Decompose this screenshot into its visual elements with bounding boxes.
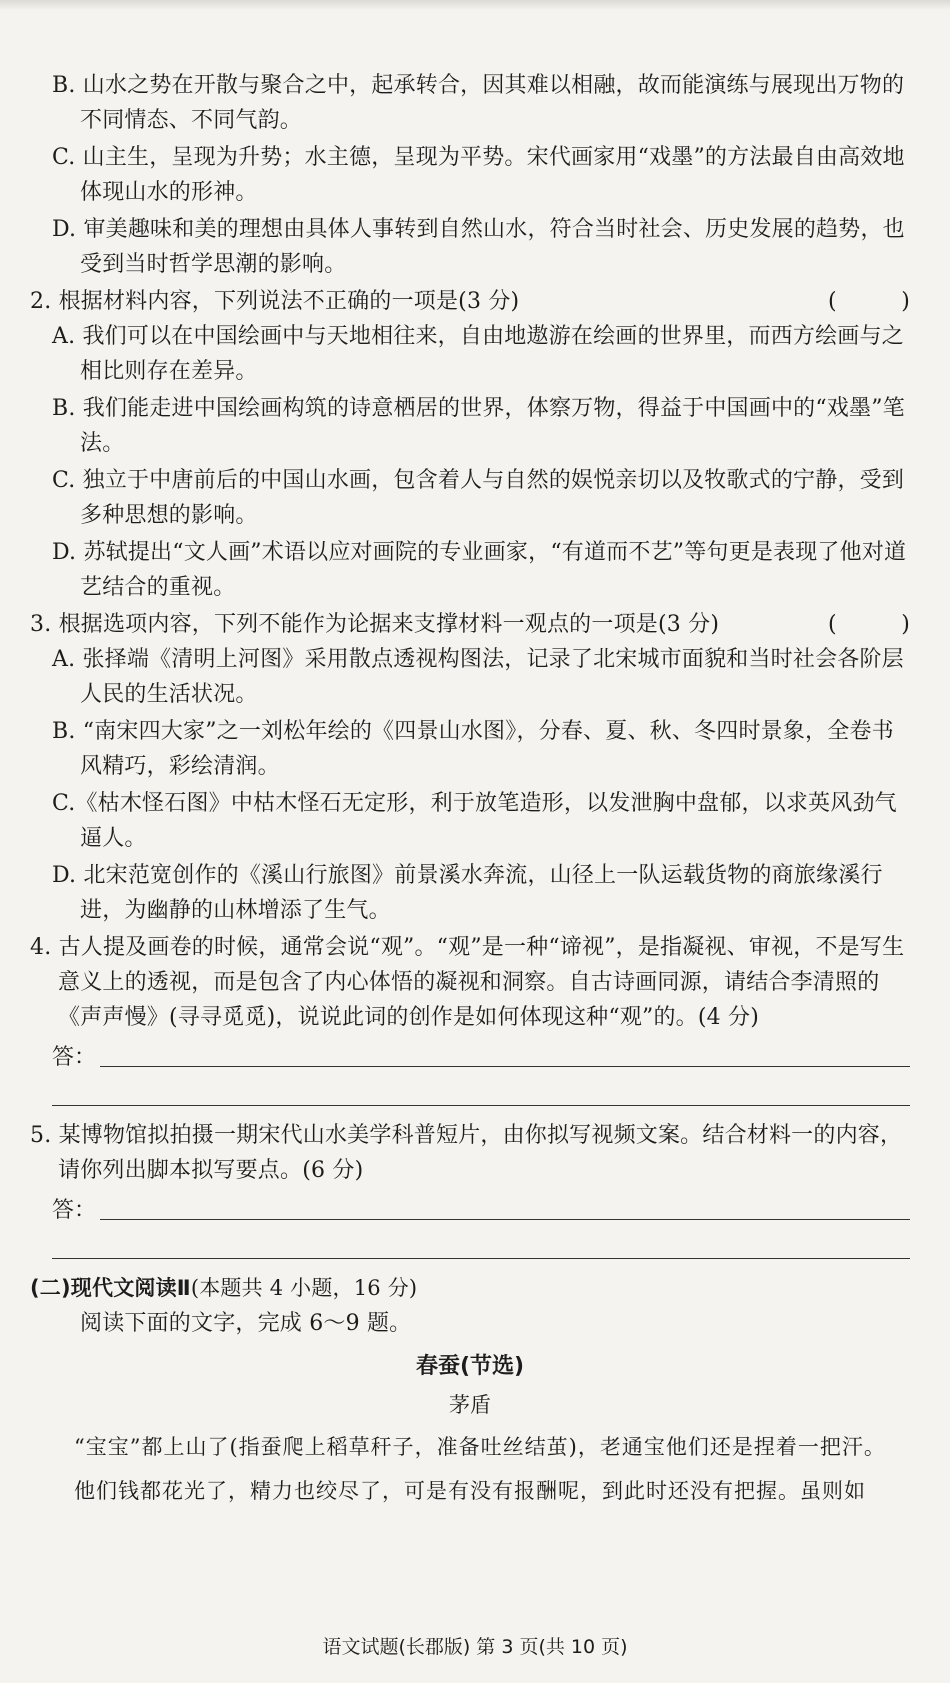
passage-author: 茅盾 bbox=[449, 1393, 491, 1417]
passage-paragraph-1: “宝宝”都上山了(指蚕爬上稻草秆子，准备吐丝结茧)，老通宝他们还是捏着一把汗。 bbox=[74, 1435, 886, 1459]
passage-title: 春蚕(节选) bbox=[415, 1354, 525, 1379]
q3-option-b: B. “南宋四大家”之一刘松年绘的《四景山水图》，分春、夏、秋、冬四时景象，全卷书风精巧，彩绘清润。 bbox=[52, 719, 894, 779]
q2-option-a: A. 我们可以在中国绘画中与天地相往来，自由地遨游在绘画的世界里，而西方绘画与之相比则存在差异。 bbox=[52, 324, 904, 384]
q1-option-b: B. 山水之势在开散与聚合之中，起承转合，因其难以相融，故而能演练与展现出万物的不同情态、不同气韵。 bbox=[52, 73, 905, 133]
q2-stem: ( ) 2. 根据材料内容，下列说法不正确的一项是(3 分) bbox=[30, 284, 910, 319]
page-footer: 语文试题(长郡版) 第 3 页(共 10 页) bbox=[322, 1636, 628, 1658]
q3-option-d: D. 北宋范宽创作的《溪山行旅图》前景溪水奔流，山径上一队运载货物的商旅缘溪行进，为幽静的山林增添了生气。 bbox=[52, 863, 883, 923]
section2-instruction: 阅读下面的文字，完成 6～9 题。 bbox=[80, 1311, 412, 1336]
q4-answer-area[interactable] bbox=[30, 1035, 910, 1075]
q4-answer-line[interactable] bbox=[100, 1066, 910, 1067]
q4-stem: 4. 古人提及画卷的时候，通常会说“观”。“观”是一种“谛视”，是指凝视、审视，不是写生意义上的透视，而是包含了内心体悟的凝视和洞察。自古诗画同源，请结合李清照的《声声慢》(寻寻觅觅)，说说此词的创作是如何体现这种“观”的。(4 分) bbox=[30, 935, 905, 1030]
q5-answer-line[interactable] bbox=[100, 1219, 910, 1220]
q4-answer-line-2[interactable] bbox=[52, 1075, 910, 1106]
scan-top-edge bbox=[0, 0, 950, 10]
q2-option-c: C. 独立于中唐前后的中国山水画，包含着人与自然的娱悦亲切以及牧歌式的宁静，受到多种思想的影响。 bbox=[52, 468, 905, 528]
q5-answer-area[interactable] bbox=[30, 1188, 910, 1228]
q3-option-c: C.《枯木怪石图》中枯木怪石无定形，利于放笔造形，以发泄胸中盘郁，以求英风劲气逼人。 bbox=[52, 791, 897, 851]
q4-answer-label: 答： bbox=[52, 1045, 97, 1070]
q2-option-b: B. 我们能走进中国绘画构筑的诗意栖居的世界，体察万物，得益于中国画中的“戏墨”笔法。 bbox=[52, 396, 905, 456]
q5-stem: 5. 某博物馆拟拍摄一期宋代山水美学科普短片，由你拟写视频文案。结合材料一的内容，请你列出脚本拟写要点。(6 分) bbox=[30, 1123, 903, 1183]
q1-option-c: C. 山主生，呈现为升势；水主德，呈现为平势。宋代画家用“戏墨”的方法最自由高效地体现山水的形神。 bbox=[52, 145, 905, 205]
passage-paragraph-2: 他们钱都花光了，精力也绞尽了，可是有没有报酬呢，到此时还没有把握。虽则如 bbox=[74, 1479, 866, 1503]
exam-page bbox=[30, 68, 910, 1511]
section2-heading: (二)现代文阅读Ⅱ(本题共 4 小题，16 分) bbox=[30, 1276, 418, 1300]
q2-answer-bracket[interactable]: ( ) bbox=[828, 289, 910, 314]
q5-answer-label: 答： bbox=[52, 1198, 97, 1223]
q5-answer-line-2[interactable] bbox=[52, 1228, 910, 1259]
q3-answer-bracket[interactable]: ( ) bbox=[828, 612, 910, 637]
q3-stem: ( ) 3. 根据选项内容，下列不能作为论据来支撑材料一观点的一项是(3 分) bbox=[30, 607, 910, 642]
q2-option-d: D. 苏轼提出“文人画”术语以应对画院的专业画家，“有道而不艺”等句更是表现了他对道艺结合的重视。 bbox=[52, 540, 907, 600]
q3-option-a: A. 张择端《清明上河图》采用散点透视构图法，记录了北宋城市面貌和当时社会各阶层人民的生活状况。 bbox=[52, 647, 904, 707]
q1-option-d: D. 审美趣味和美的理想由具体人事转到自然山水，符合当时社会、历史发展的趋势，也受到当时哲学思潮的影响。 bbox=[52, 217, 905, 277]
